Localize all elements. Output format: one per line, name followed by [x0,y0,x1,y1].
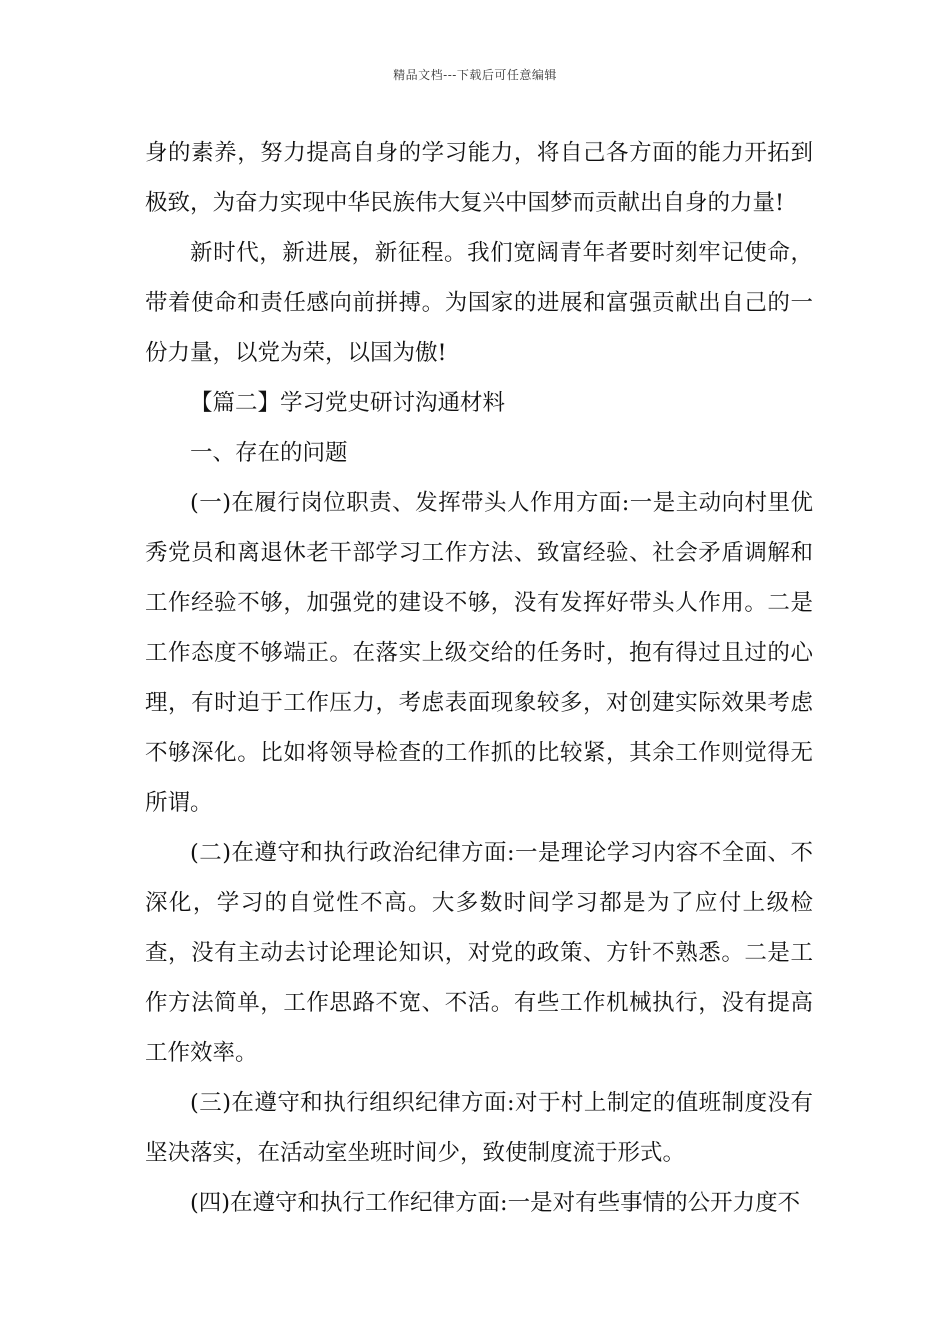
paragraph-2: 新时代，新进展，新征程。我们宽阔青年者要时刻牢记使命，带着使命和责任感向前拼搏。为国家的进展和富强贡献出自己的一份力量，以党为荣，以国为傲! [145,240,813,366]
paragraph-item-1: (一)在履行岗位职责、发挥带头人作用方面:一是主动向村里优秀党员和离退休老干部学习工作方法、致富经验、社会矛盾调解和工作经验不够，加强党的建设不够，没有发挥好带头人作用。二是工作态度不够端正。在落实上级交给的任务时，抱有得过且过的心理，有时迫于工作压力，考虑表面现象较多，对创建实际效果考虑不够深化。比如将领导检查的工作抓的比较紧，其余工作则觉得无所谓。 [145,490,813,816]
document-body [145,128,813,1228]
section-title: 【篇二】学习党史研讨沟通材料 [190,390,506,416]
paragraph-item-3: (三)在遵守和执行组织纪律方面:对于村上制定的值班制度没有坚决落实，在活动室坐班时间少，致使制度流于形式。 [145,1090,813,1166]
paragraph-item-4: (四)在遵守和执行工作纪律方面:一是对有些事情的公开力度不 [190,1190,801,1216]
paragraph-1: 身的素养，努力提高自身的学习能力，将自己各方面的能力开拓到极致，为奋力实现中华民族伟大复兴中国梦而贡献出自身的力量! [145,140,813,216]
subsection-title: 一、存在的问题 [190,440,348,466]
page-header: 精品文档---下载后可任意编辑 [393,68,557,82]
paragraph-item-2: (二)在遵守和执行政治纪律方面:一是理论学习内容不全面、不深化，学习的自觉性不高。大多数时间学习都是为了应付上级检查，没有主动去讨论理论知识，对党的政策、方针不熟悉。二是工作方法简单，工作思路不宽、不活。有些工作机械执行，没有提高工作效率。 [145,840,813,1066]
